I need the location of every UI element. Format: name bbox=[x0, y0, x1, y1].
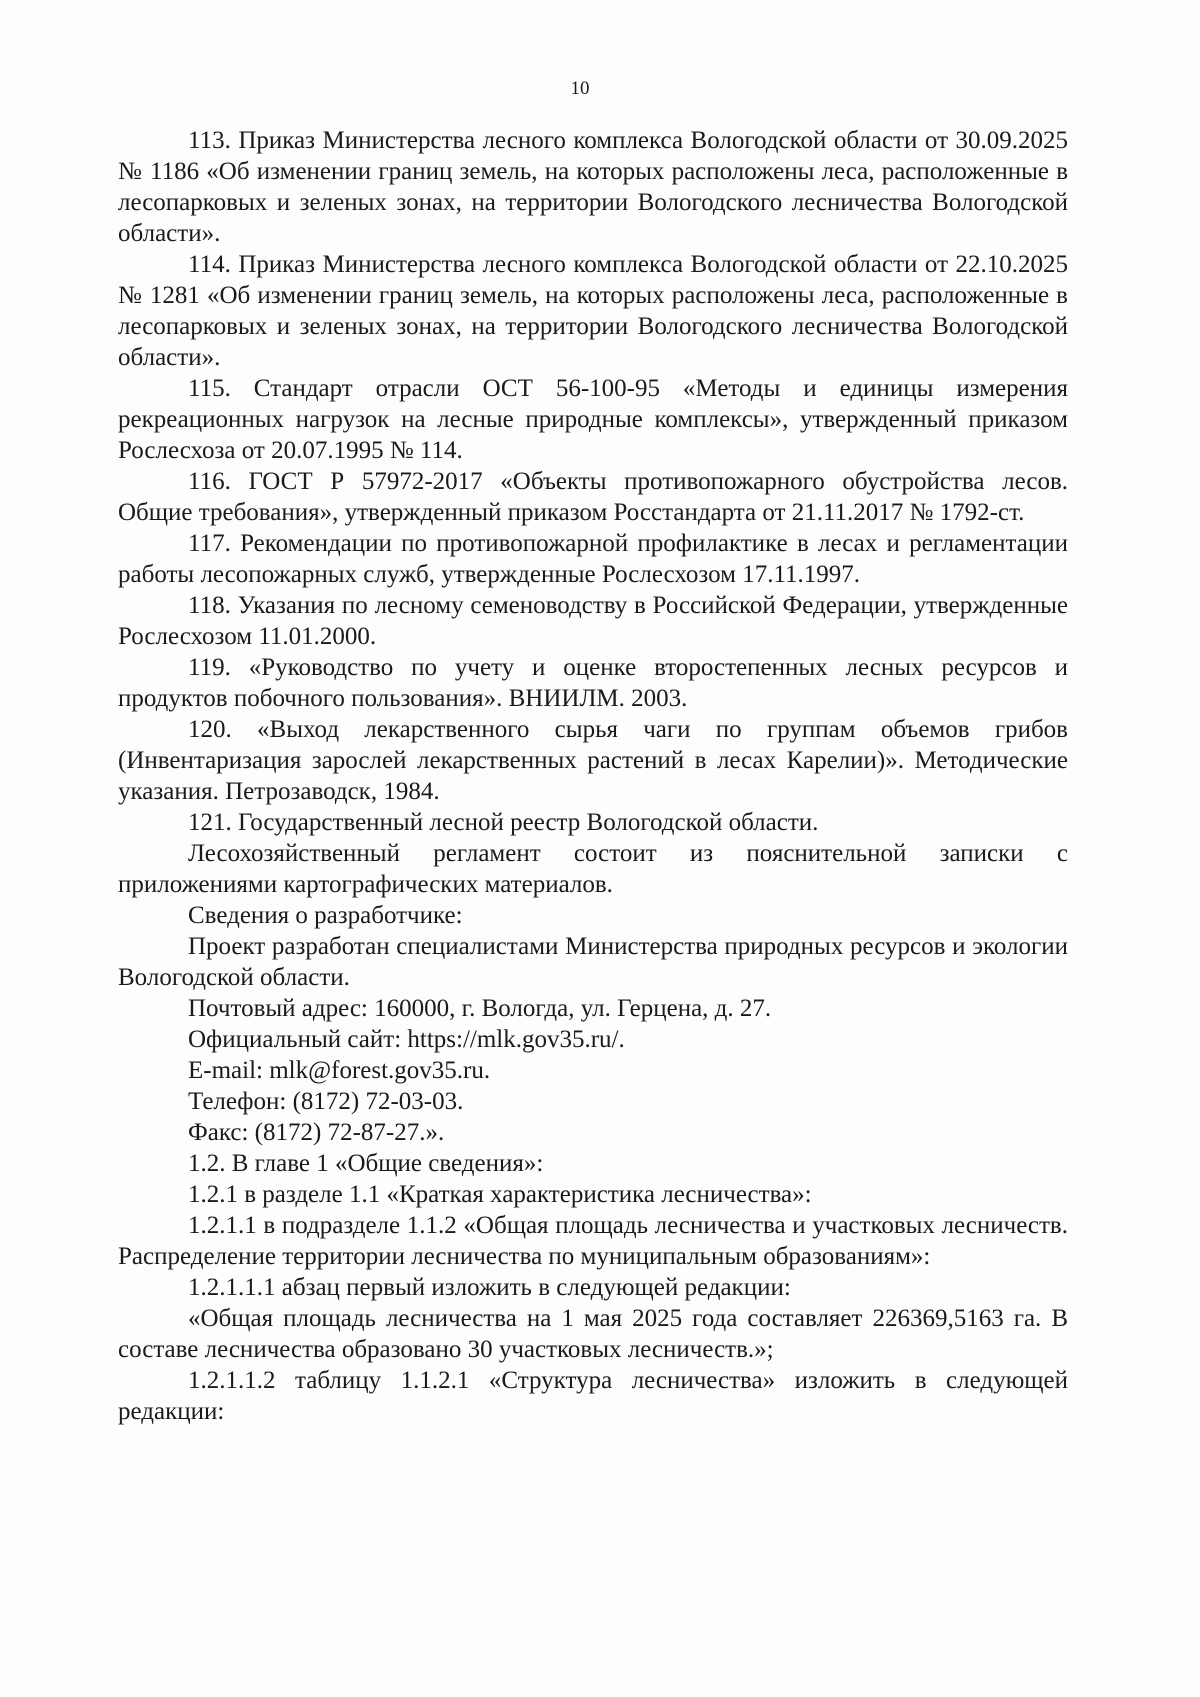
paragraph-121: 121. Государственный лесной реестр Вологодской области. bbox=[188, 809, 819, 836]
paragraph-fax: Факс: (8172) 72-87-27.». bbox=[188, 1119, 445, 1146]
page-number: 10 bbox=[570, 78, 590, 99]
paragraph-115: 115. Стандарт отрасли ОСТ 56-100-95 «Методы и единицы измерения рекреационных нагрузок на лесные природные комплексы», утвержденный приказом Рослесхоза от 20.07.1995 № 114. bbox=[118, 375, 1068, 464]
document-body bbox=[118, 125, 1068, 1427]
paragraph-regulation-structure: Лесохозяйственный регламент состоит из пояснительной записки с приложениями картографических материалов. bbox=[118, 840, 1068, 898]
paragraph-114: 114. Приказ Министерства лесного комплекса Вологодской области от 22.10.2025 № 1281 «Об изменении границ земель, на которых расположены леса, расположенные в лесопарковых и зеленых зонах, на территории Вологодского лесничества Вологодской области». bbox=[118, 251, 1068, 371]
paragraph-postal-address: Почтовый адрес: 160000, г. Вологда, ул. Герцена, д. 27. bbox=[188, 995, 772, 1022]
paragraph-120: 120. «Выход лекарственного сырья чаги по группам объемов грибов (Инвентаризация зарослей лекарственных растений в лесах Карелии)». Методические указания. Петрозаводск, 1984. bbox=[118, 716, 1068, 805]
paragraph-developer: Проект разработан специалистами Министерства природных ресурсов и экологии Вологодской области. bbox=[118, 933, 1068, 991]
paragraph-113: 113. Приказ Министерства лесного комплекса Вологодской области от 30.09.2025 № 1186 «Об изменении границ земель, на которых расположены леса, расположенные в лесопарковых и зеленых зонах, на территории Вологодского лесничества Вологодской области». bbox=[118, 127, 1068, 247]
paragraph-developer-heading: Сведения о разработчике: bbox=[188, 902, 463, 929]
paragraph-119: 119. «Руководство по учету и оценке второстепенных лесных ресурсов и продуктов побочного пользования». ВНИИЛМ. 2003. bbox=[118, 654, 1068, 712]
paragraph-clause-1-2-1-1-1: 1.2.1.1.1 абзац первый изложить в следующей редакции: bbox=[188, 1274, 791, 1301]
paragraph-116: 116. ГОСТ Р 57972-2017 «Объекты противопожарного обустройства лесов. Общие требования», утвержденный приказом Росстандарта от 21.11.2017 № 1792-ст. bbox=[118, 468, 1068, 526]
paragraph-chapter-1: 1.2. В главе 1 «Общие сведения»: bbox=[188, 1150, 544, 1177]
paragraph-total-area: «Общая площадь лесничества на 1 мая 2025 года составляет 226369,5163 га. В составе лесничества образовано 30 участковых лесничеств.»; bbox=[118, 1305, 1068, 1363]
paragraph-clause-1-2-1-1-2: 1.2.1.1.2 таблицу 1.1.2.1 «Структура лесничества» изложить в следующей редакции: bbox=[118, 1367, 1068, 1425]
paragraph-section-1-1: 1.2.1 в разделе 1.1 «Краткая характеристика лесничества»: bbox=[188, 1181, 812, 1208]
paragraph-117: 117. Рекомендации по противопожарной профилактике в лесах и регламентации работы лесопожарных служб, утвержденные Рослесхозом 17.11.1997. bbox=[118, 530, 1068, 588]
paragraph-subsection-1-1-2: 1.2.1.1 в подразделе 1.1.2 «Общая площадь лесничества и участковых лесничеств. Распределение территории лесничества по муниципальным образованиям»: bbox=[118, 1212, 1068, 1270]
paragraph-118: 118. Указания по лесному семеноводству в Российской Федерации, утвержденные Рослесхозом 11.01.2000. bbox=[118, 592, 1068, 650]
paragraph-email: E-mail: mlk@forest.gov35.ru. bbox=[188, 1057, 491, 1084]
paragraph-phone: Телефон: (8172) 72-03-03. bbox=[188, 1088, 464, 1115]
paragraph-website: Официальный сайт: https://mlk.gov35.ru/. bbox=[188, 1026, 625, 1053]
